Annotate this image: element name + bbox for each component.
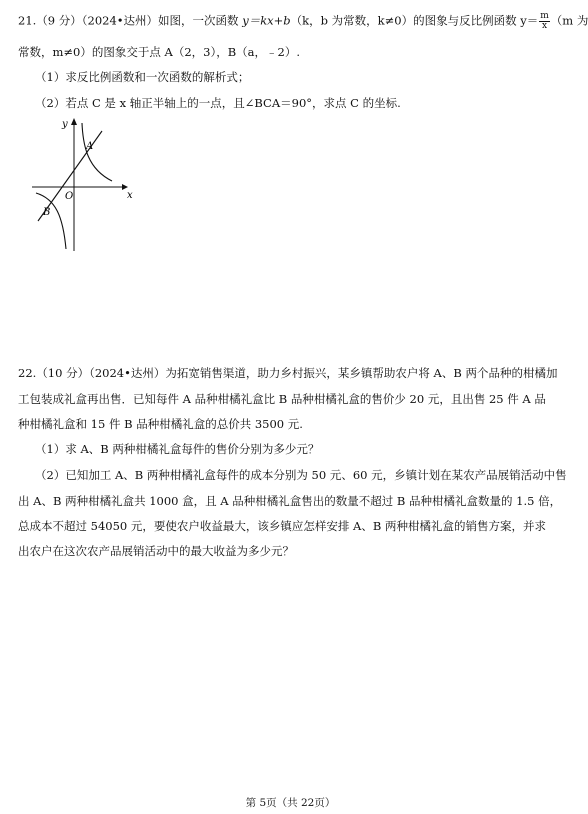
q22-sub2-line2: 出 A、B 两种柑橘礼盒共 1000 盒，且 A 品种柑橘礼盒售出的数量不超过 B 品种柑橘礼盒数量的 1.5 倍， [18, 494, 562, 508]
point-a-label: A [86, 141, 94, 152]
q21-fraction [539, 12, 550, 31]
q22-line2: 工包装成礼盒再出售．已知每件 A 品种柑橘礼盒比 B 品种柑橘礼盒的售价少 20 元，且出售 25 件 A 品 [18, 392, 546, 406]
x-axis-label: x [127, 190, 133, 201]
page-footer: 第 5页（共 22页） [245, 797, 336, 809]
q21-graph [26, 117, 136, 253]
y-axis-arrow [71, 118, 77, 125]
q22-sub2-line4: 出农户在这次农产品展销活动中的最大收益为多少元？ [18, 544, 294, 558]
point-b-label: B [43, 207, 51, 218]
q22-sub1: （1）求 A、B 两种柑橘礼盒每件的售价分别为多少元？ [35, 442, 320, 456]
q21-frac-num: m [540, 11, 549, 21]
q21-line2: 常数，m≠0）的图象交于点 A（2，3），B（a，﹣2）. [18, 45, 300, 59]
q21-sub1: （1）求反比例函数和一次函数的解析式； [35, 70, 250, 84]
q21-line1-pre: 21.（9 分）（2024•达州）如图，一次函数 [18, 13, 243, 28]
q22-sub2-line3: 总成本不超过 54050 元，要使农户收益最大，该乡镇应怎样安排 A、B 两种柑橘礼盒的销售方案，并求 [18, 519, 546, 533]
q21-frac-lhs: y＝ [520, 13, 539, 28]
q21-line1-mid: （k，b 为常数，k≠0）的图象与反比例函数 [290, 13, 521, 28]
origin-label: O [65, 191, 74, 202]
q21-linear-function: y＝kx+b [242, 13, 291, 28]
q22-sub2-line1: （2）已知加工 A、B 两种柑橘礼盒每件的成本分别为 50 元、60 元，乡镇计划在某农产品展销活动中售 [35, 468, 567, 482]
q21-line1-post: （m 为 [550, 13, 588, 28]
q22-line3: 种柑橘礼盒和 15 件 B 品种柑橘礼盒的总价共 3500 元. [18, 417, 303, 431]
q21-line1 [18, 12, 588, 31]
q21-frac-den: x [541, 21, 548, 31]
y-axis-label: y [62, 119, 68, 130]
q21-sub2: （2）若点 C 是 x 轴正半轴上的一点，且∠BCA＝90°，求点 C 的坐标. [35, 96, 401, 110]
hyperbola-branch-lower [36, 193, 66, 249]
q22-line1: 22.（10 分）（2024•达州）为拓宽销售渠道，助力乡村振兴，某乡镇帮助农户将 A、B 两个品种的柑橘加 [18, 366, 558, 380]
